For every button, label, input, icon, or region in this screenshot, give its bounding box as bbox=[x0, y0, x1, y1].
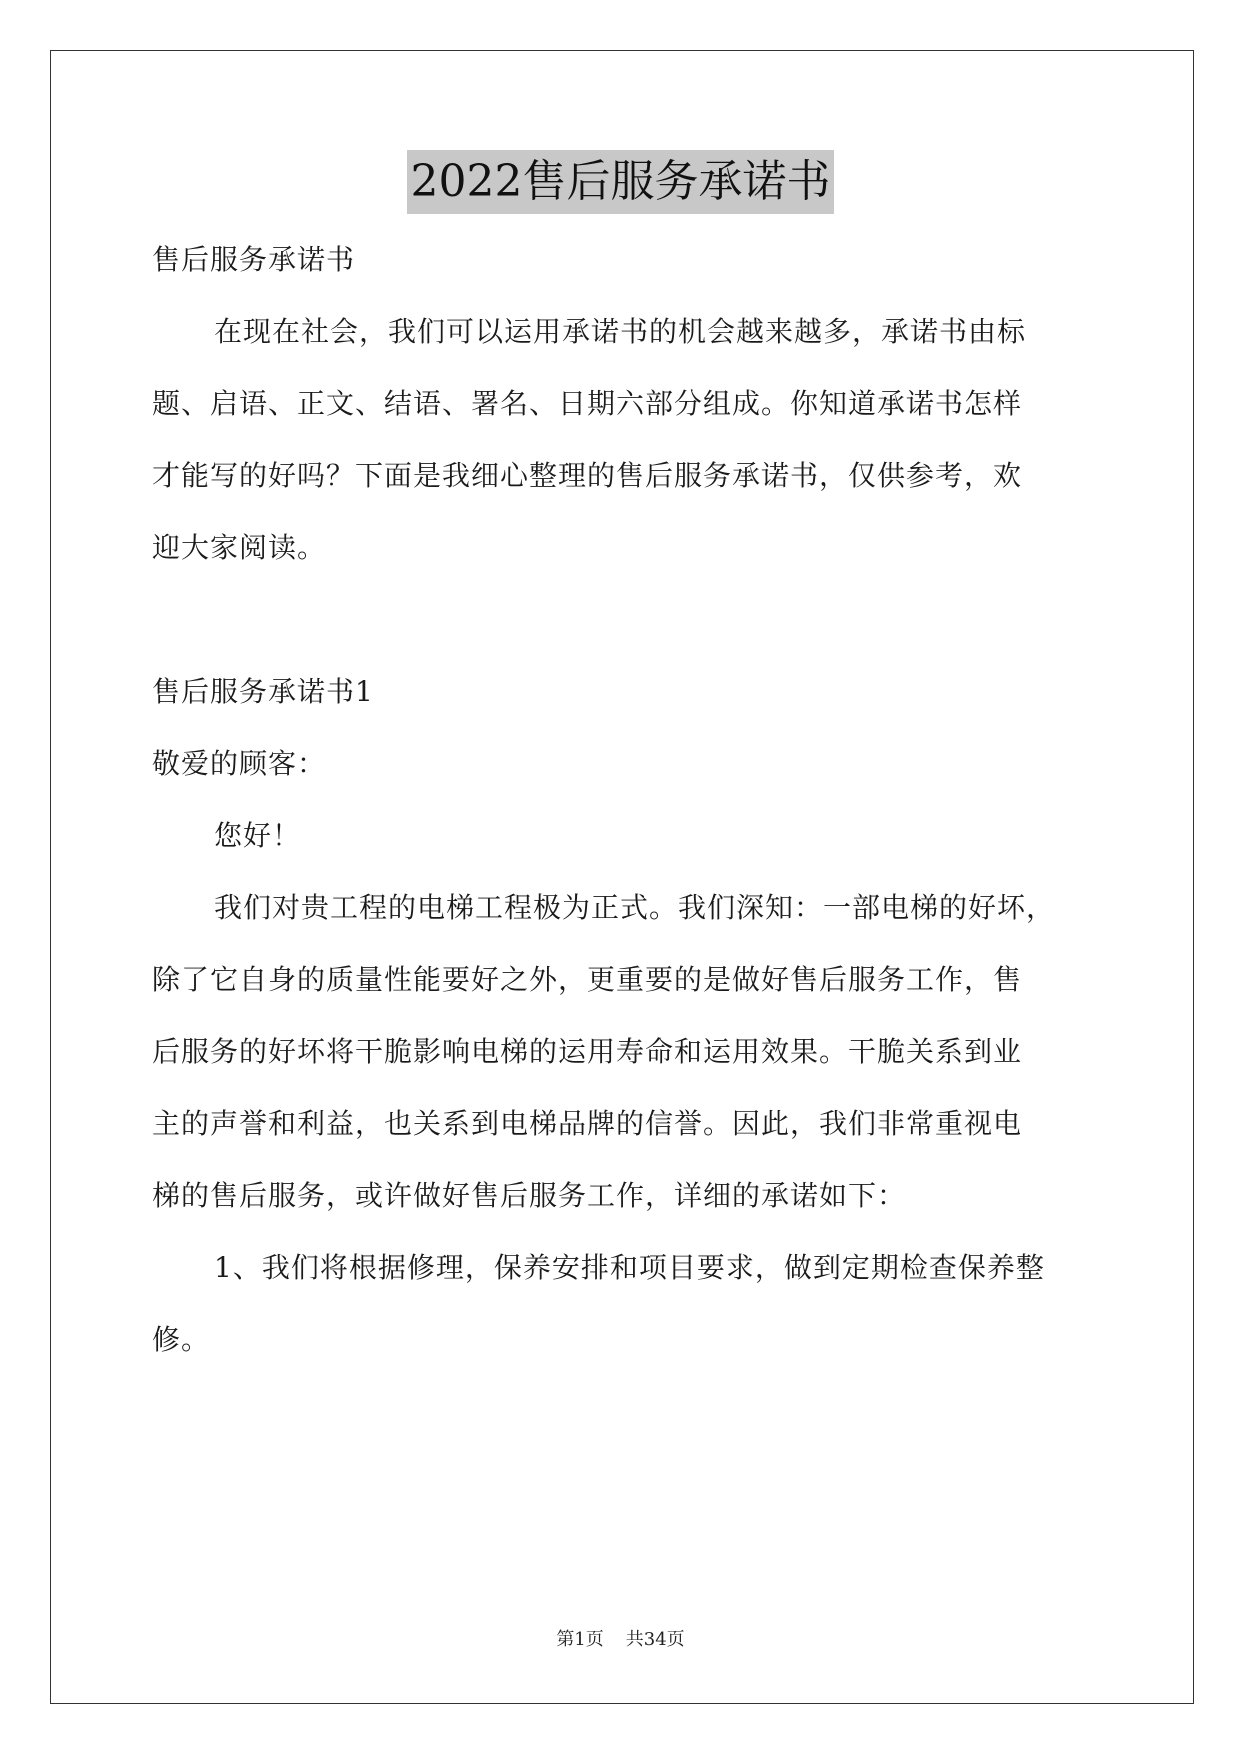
paragraph-line: 在现在社会，我们可以运用承诺书的机会越来越多，承诺书由标 bbox=[214, 315, 1027, 348]
paragraph-line: 才能写的好吗？下面是我细心整理的售后服务承诺书，仅供参考，欢 bbox=[152, 459, 1023, 492]
page-footer bbox=[0, 1628, 1241, 1652]
paragraph-line: 梯的售后服务，或许做好售后服务工作，详细的承诺如下： bbox=[152, 1179, 907, 1212]
page-border bbox=[50, 50, 1194, 1704]
paragraph-line: 主的声誉和利益，也关系到电梯品牌的信誉。因此，我们非常重视电 bbox=[152, 1107, 1023, 1140]
document-title: 2022售后服务承诺书 bbox=[407, 150, 835, 214]
list-item-line: 1、我们将根据修理，保养安排和项目要求，做到定期检查保养整 bbox=[214, 1251, 1045, 1284]
salutation: 敬爱的顾客： bbox=[152, 747, 327, 780]
paragraph-line: 题、启语、正文、结语、署名、日期六部分组成。你知道承诺书怎样 bbox=[152, 387, 1023, 420]
section-heading: 售后服务承诺书1 bbox=[152, 675, 374, 708]
total-pages: 共34页 bbox=[625, 1629, 685, 1650]
list-item-line: 修。 bbox=[152, 1323, 211, 1356]
greeting: 您好！ bbox=[214, 819, 302, 852]
paragraph-line: 除了它自身的质量性能要好之外，更重要的是做好售后服务工作，售 bbox=[152, 963, 1023, 996]
page-number: 第1页 bbox=[556, 1629, 604, 1650]
paragraph-line: 我们对贵工程的电梯工程极为正式。我们深知：一部电梯的好坏， bbox=[214, 891, 1056, 924]
paragraph-line: 后服务的好坏将干脆影响电梯的运用寿命和运用效果。干脆关系到业 bbox=[152, 1035, 1023, 1068]
title-container bbox=[0, 150, 1241, 214]
subtitle: 售后服务承诺书 bbox=[152, 243, 356, 276]
paragraph-line: 迎大家阅读。 bbox=[152, 531, 327, 564]
